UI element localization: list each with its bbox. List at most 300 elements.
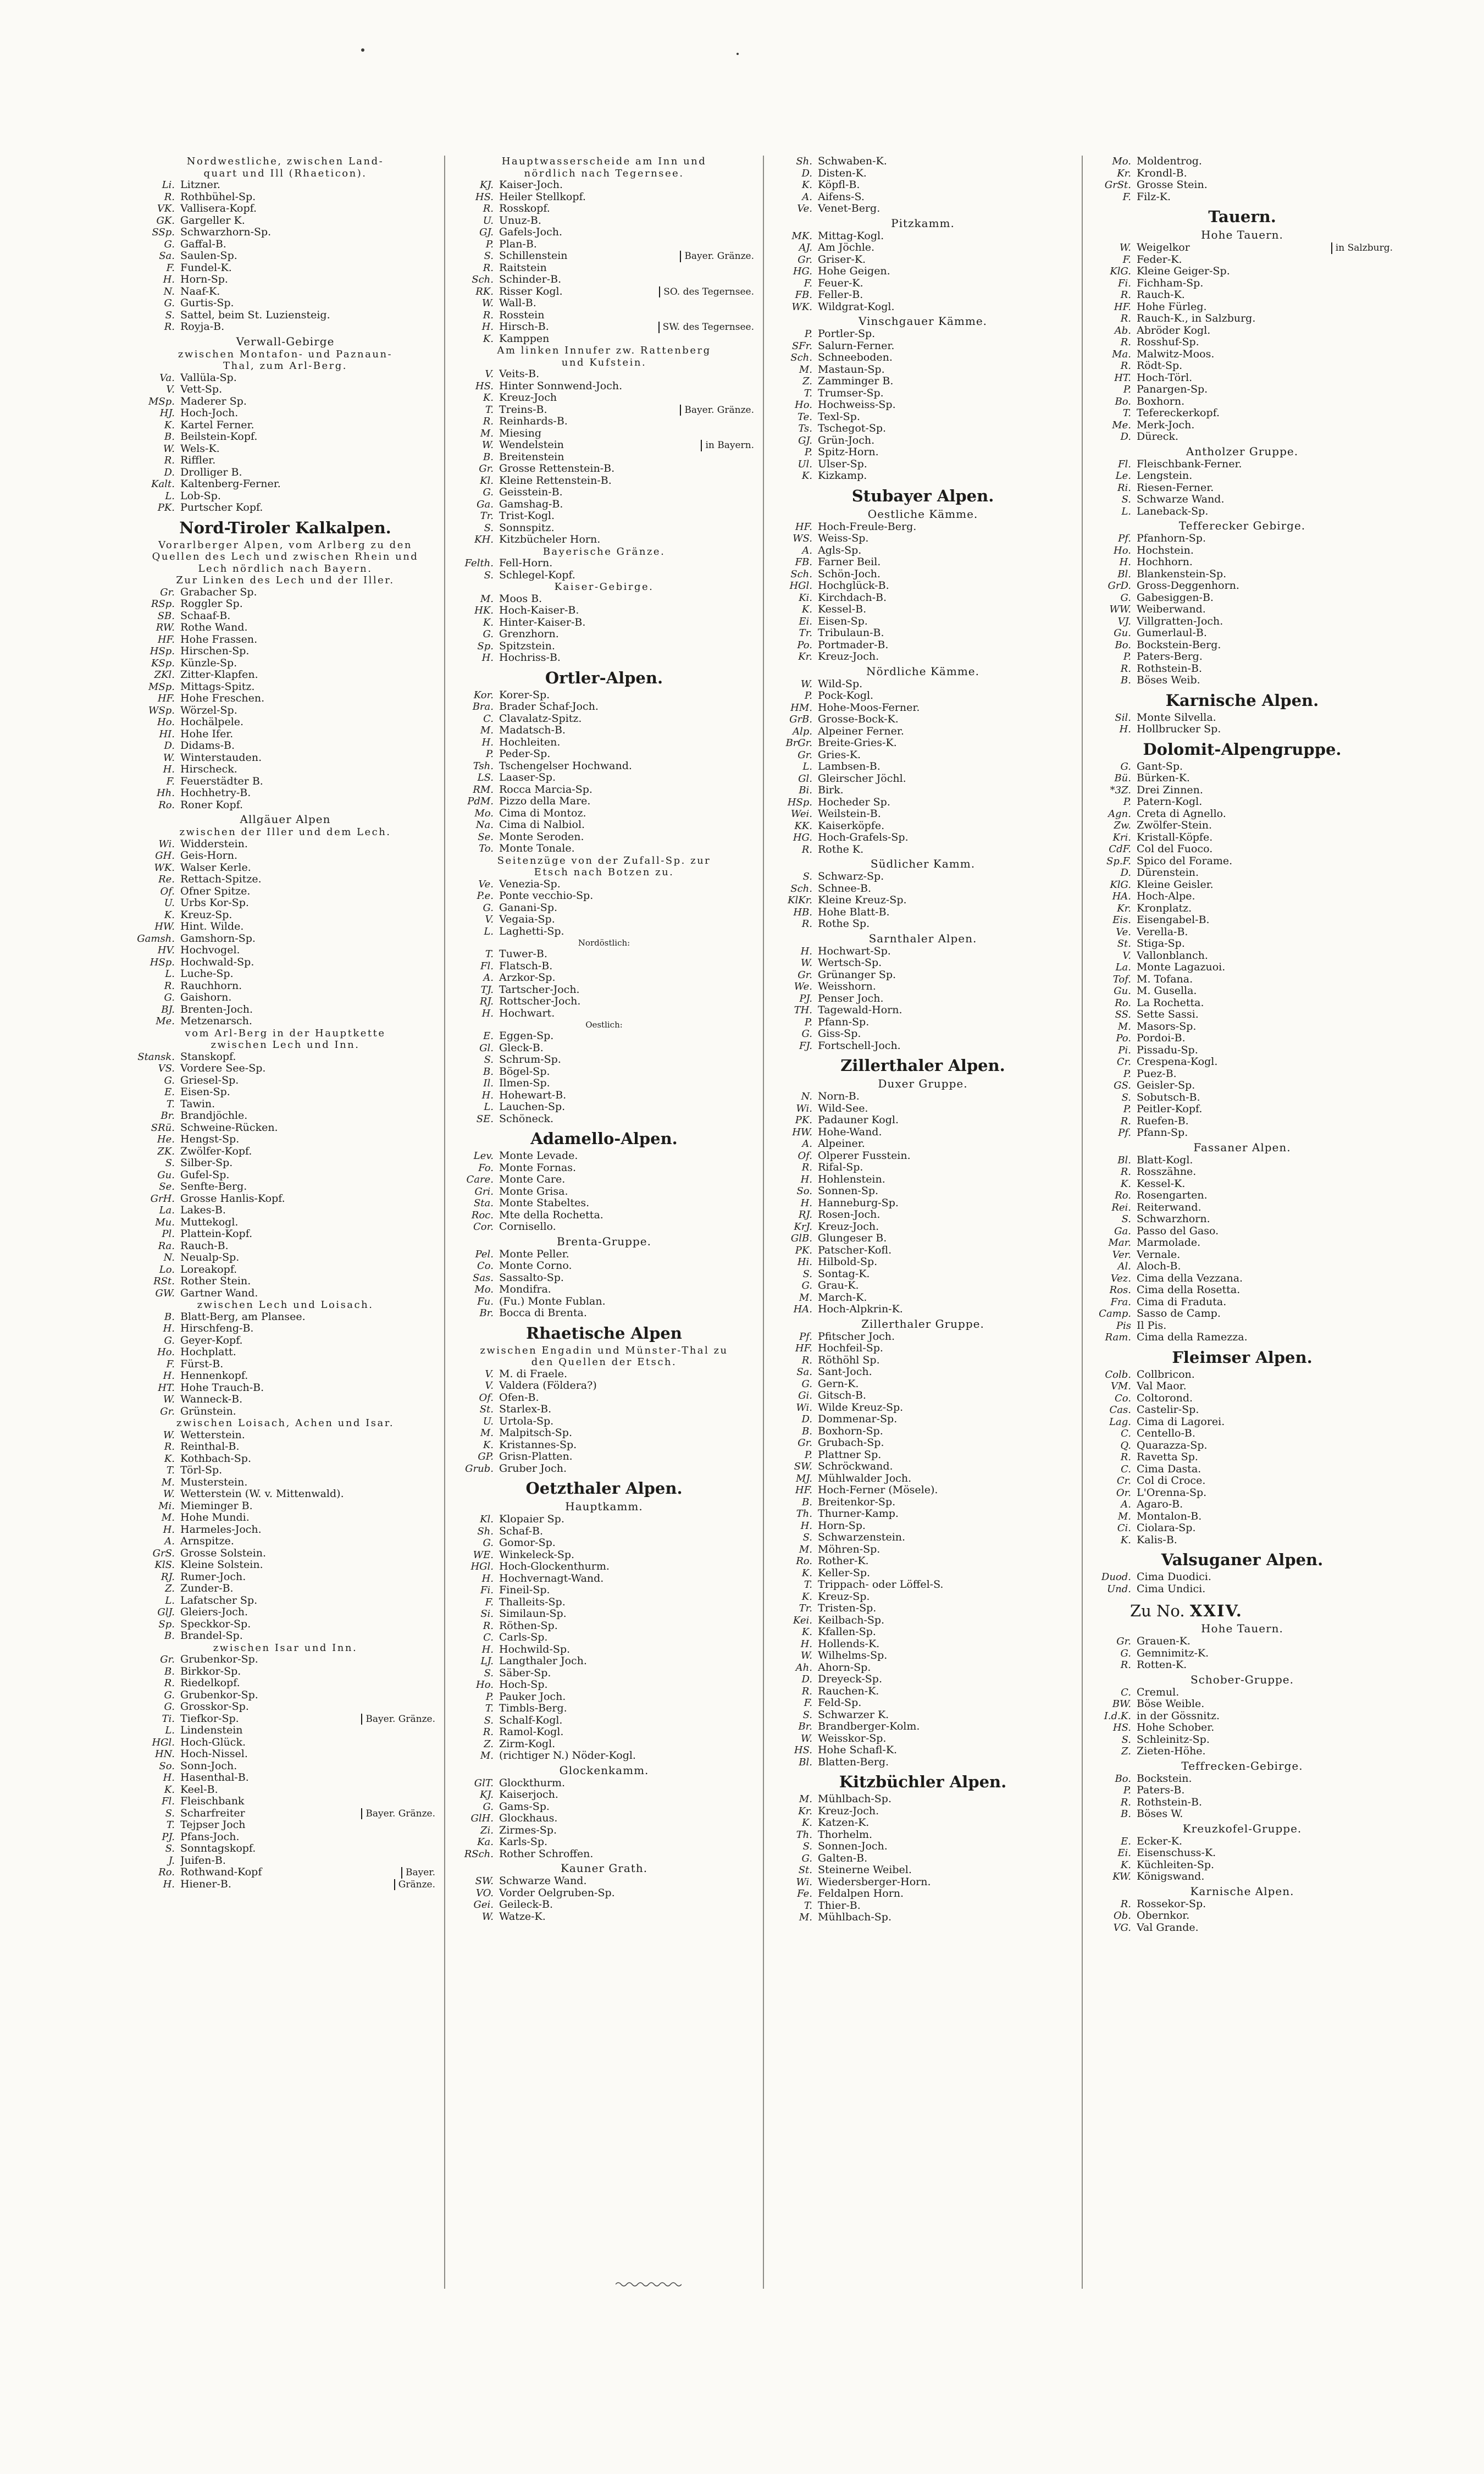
index-entry — [135, 419, 435, 432]
entry-name: Sobutsch-B. — [1137, 1091, 1200, 1103]
entry-name: Thorhelm. — [818, 1829, 873, 1841]
entry-abbreviation: HI. — [159, 728, 175, 740]
entry-name: Agaro-B. — [1137, 1499, 1183, 1510]
entry-abbreviation: Gr. — [798, 1437, 812, 1449]
index-entry — [454, 1463, 754, 1475]
entry-abbreviation: U. — [164, 897, 175, 909]
entry-abbreviation: Pel. — [475, 1248, 494, 1260]
entry-abbreviation: Ro. — [1115, 1190, 1131, 1201]
index-entry — [773, 1520, 1073, 1532]
entry-name: Kleine Rettenstein-B. — [499, 474, 612, 487]
entry-abbreviation: W. — [1119, 242, 1131, 253]
entry-abbreviation: Ho. — [795, 399, 812, 411]
region-heading: zwischen Engadin und Münster-Thal zu — [480, 1344, 728, 1356]
index-entry — [135, 838, 435, 851]
entry-name: Tartscher-Joch. — [499, 984, 580, 996]
entry-name: Roner Kopf. — [180, 799, 243, 811]
entry-abbreviation: G. — [483, 487, 494, 498]
entry-name: Padauner Kogl. — [818, 1114, 899, 1126]
entry-name: Hohe Freschen. — [180, 693, 265, 704]
entry-name: Metzenarsch. — [180, 1015, 252, 1027]
index-entry — [1092, 761, 1393, 773]
column-4 — [1083, 156, 1402, 2289]
index-entry — [135, 1559, 435, 1571]
entry-abbreviation: Fi. — [1118, 277, 1131, 289]
entry-abbreviation: Mo. — [474, 1284, 494, 1295]
entry-abbreviation: RJ. — [160, 1571, 175, 1583]
entry-name: Ruefen-B. — [1137, 1115, 1189, 1127]
index-entry — [773, 946, 1073, 958]
entry-abbreviation: N. — [163, 285, 175, 297]
index-entry — [454, 689, 754, 702]
entry-abbreviation: Fl. — [162, 1796, 175, 1807]
entry-abbreviation: Bü. — [1114, 772, 1131, 784]
index-entry — [773, 714, 1073, 726]
entry-abbreviation: S. — [484, 1714, 494, 1726]
entry-name: Speckkor-Sp. — [180, 1618, 251, 1630]
entry-abbreviation: Z. — [165, 1583, 175, 1594]
index-entry — [454, 1691, 754, 1703]
entry-name: Paters-Berg. — [1137, 651, 1203, 662]
index-entry — [1092, 950, 1393, 962]
index-entry — [773, 230, 1073, 242]
index-entry — [773, 1757, 1073, 1769]
entry-name: Königswand. — [1137, 1871, 1205, 1882]
entry-abbreviation: Kr. — [1117, 167, 1131, 179]
entry-name: Hochplatt. — [180, 1346, 236, 1358]
region-heading: Seitenzüge von der Zufall-Sp. zur — [497, 854, 711, 866]
entry-abbreviation: H. — [800, 1173, 812, 1185]
entry-abbreviation: S. — [484, 250, 494, 262]
entry-abbreviation: Sch. — [790, 352, 812, 363]
entry-name: Luche-Sp. — [180, 968, 234, 980]
entry-abbreviation: B. — [483, 451, 494, 463]
entry-name: Didams-B. — [180, 740, 235, 752]
entry-abbreviation: TH. — [794, 1004, 812, 1016]
entry-name: Fineil-Sp. — [499, 1584, 550, 1596]
entry-name: Sonn-Joch. — [180, 1760, 237, 1772]
entry-name: Brandjöchle. — [180, 1110, 248, 1122]
entry-abbreviation: Hh. — [156, 787, 175, 799]
index-entry — [454, 605, 754, 617]
entry-abbreviation: Ki. — [799, 592, 812, 604]
entry-abbreviation: KlG. — [1110, 266, 1131, 277]
index-entry — [1092, 1583, 1393, 1595]
entry-name: Kartel Ferner. — [180, 419, 254, 431]
index-entry — [135, 799, 435, 811]
index-entry — [454, 843, 754, 855]
entry-name: Ahorn-Sp. — [818, 1661, 871, 1674]
entry-abbreviation: Cas. — [1109, 1404, 1131, 1416]
entry-abbreviation: HA. — [1112, 891, 1131, 902]
index-entry — [454, 972, 754, 984]
index-entry — [773, 678, 1073, 691]
entry-abbreviation: A. — [1121, 1499, 1131, 1510]
entry-abbreviation: HF. — [795, 521, 812, 533]
entry-abbreviation: BW. — [1112, 1698, 1131, 1710]
entry-name: Cima Dasta. — [1137, 1463, 1201, 1475]
index-entry — [773, 459, 1073, 471]
index-entry — [773, 556, 1073, 568]
entry-bracket-note: in Salzburg. — [1331, 242, 1393, 254]
index-entry — [773, 651, 1073, 663]
entry-abbreviation: C. — [483, 713, 494, 725]
entry-name: Stiga-Sp. — [1137, 938, 1185, 949]
entry-abbreviation: Ro. — [1115, 997, 1131, 1009]
index-entry — [454, 522, 754, 534]
index-entry — [454, 1272, 754, 1284]
entry-abbreviation: S. — [165, 1157, 175, 1169]
index-entry — [454, 1392, 754, 1404]
index-entry — [454, 796, 754, 808]
region-heading: Thal, zum Arl-Berg. — [223, 360, 348, 372]
index-entry — [454, 1836, 754, 1848]
index-entry — [454, 1667, 754, 1680]
entry-abbreviation: HGl. — [470, 1561, 494, 1572]
index-entry — [135, 1193, 435, 1205]
entry-abbreviation: G. — [164, 992, 175, 1003]
section-title: Dolomit-Alpengruppe. — [1143, 739, 1342, 759]
entry-abbreviation: Z. — [1121, 1746, 1131, 1757]
entry-name: Feuer-K. — [818, 277, 863, 289]
index-entry — [1092, 1261, 1393, 1273]
index-entry — [135, 455, 435, 467]
index-entry — [135, 1500, 435, 1512]
entry-abbreviation: Ve. — [1116, 926, 1131, 938]
entry-name: Hirsch-B. — [499, 321, 549, 333]
entry-abbreviation: T. — [166, 1465, 175, 1476]
index-entry — [454, 1054, 754, 1066]
entry-abbreviation: Care. — [466, 1174, 494, 1185]
index-entry — [454, 948, 754, 960]
index-entry — [454, 1380, 754, 1392]
index-entry — [773, 156, 1073, 168]
entry-name: Clavalatz-Spitz. — [499, 713, 582, 725]
index-entry — [135, 874, 435, 886]
index-entry — [1092, 407, 1393, 419]
entry-name: Spico del Forame. — [1137, 855, 1233, 867]
entry-name: Rossekor-Sp. — [1137, 1898, 1206, 1910]
entry-abbreviation: P. — [1123, 1068, 1131, 1080]
entry-abbreviation: Rei. — [1111, 1201, 1131, 1213]
entry-abbreviation: GrB. — [789, 714, 812, 725]
entry-name: Grabacher Sp. — [180, 586, 257, 598]
entry-name: Kleine Solstein. — [180, 1559, 263, 1571]
entry-abbreviation: P. — [804, 328, 812, 340]
index-entry — [454, 701, 754, 713]
region-heading: Hauptwasserscheide am Inn und — [501, 156, 707, 167]
entry-name: Grubenkor-Sp. — [180, 1689, 258, 1701]
entry-name: Gleck-B. — [499, 1042, 544, 1054]
entry-name: Kleine Geiger-Sp. — [1137, 266, 1230, 277]
entry-name: Hennenkopf. — [180, 1370, 248, 1382]
index-entry — [1092, 1847, 1393, 1859]
index-entry — [135, 179, 435, 191]
entry-abbreviation: R. — [483, 203, 494, 214]
entry-name: Katzen-K. — [818, 1817, 870, 1829]
index-entry — [454, 1887, 754, 1899]
index-entry — [773, 1292, 1073, 1304]
index-entry — [773, 957, 1073, 969]
entry-abbreviation: Pi. — [1118, 1044, 1131, 1056]
entry-name: Hochälpele. — [180, 716, 244, 728]
entry-name: Val Maor. — [1137, 1380, 1187, 1392]
index-entry — [454, 652, 754, 664]
entry-name: Pissadu-Sp. — [1137, 1044, 1198, 1056]
entry-name: Grenzhorn. — [499, 628, 559, 640]
entry-name: Gams-Sp. — [499, 1801, 550, 1813]
entry-abbreviation: HSp. — [149, 956, 175, 968]
index-entry — [1092, 349, 1393, 361]
entry-abbreviation: S. — [1121, 1213, 1131, 1225]
entry-name: Kronplatz. — [1137, 902, 1192, 914]
entry-name: Hiener-B. — [180, 1878, 231, 1890]
entry-abbreviation: Gu. — [1114, 985, 1131, 997]
index-entry — [773, 1638, 1073, 1650]
entry-name: Cima Duodici. — [1137, 1571, 1211, 1583]
index-entry — [773, 785, 1073, 797]
entry-name: Ravetta Sp. — [1137, 1451, 1198, 1463]
entry-abbreviation: Po. — [797, 639, 812, 651]
index-entry — [1092, 867, 1393, 879]
index-entry — [135, 992, 435, 1004]
index-entry — [135, 1488, 435, 1500]
index-entry — [773, 278, 1073, 290]
section-title: Nord-Tiroler Kalkalpen. — [179, 518, 391, 537]
entry-abbreviation: K. — [483, 333, 494, 345]
entry-abbreviation: Sch. — [790, 882, 812, 894]
index-entry — [135, 1666, 435, 1678]
entry-abbreviation: H. — [800, 1197, 812, 1209]
entry-name: Keel-B. — [180, 1783, 218, 1796]
entry-abbreviation: Ra. — [158, 1240, 175, 1252]
index-entry — [454, 510, 754, 522]
index-entry — [773, 1888, 1073, 1900]
entry-abbreviation: GK. — [156, 214, 175, 227]
entry-name: Peitler-Kopf. — [1137, 1103, 1203, 1115]
entry-name: Trumser-Sp. — [818, 387, 884, 399]
index-entry — [773, 1221, 1073, 1233]
index-entry — [773, 521, 1073, 533]
index-entry — [1092, 843, 1393, 855]
index-entry — [1092, 808, 1393, 820]
index-entry — [1092, 1859, 1393, 1871]
entry-abbreviation: Na. — [475, 819, 494, 831]
ornament-wave — [616, 2280, 682, 2288]
section-title: Tauern. — [1208, 207, 1276, 226]
entry-name: Grubach-Sp. — [818, 1437, 884, 1449]
index-entry — [1092, 724, 1393, 736]
entry-abbreviation: P. — [485, 238, 494, 250]
index-entry — [773, 1331, 1073, 1343]
index-entry — [1092, 938, 1393, 950]
index-entry — [773, 1709, 1073, 1721]
group-title: Hohe Tauern. — [1201, 1622, 1283, 1635]
entry-name: Rifal-Sp. — [818, 1162, 863, 1173]
entry-abbreviation: HF. — [157, 693, 175, 704]
entry-name: Cornisello. — [499, 1221, 556, 1233]
entry-name: Wendelstein — [499, 439, 564, 451]
entry-abbreviation: N. — [801, 1091, 812, 1102]
index-entry — [773, 203, 1073, 215]
entry-abbreviation: P.e. — [477, 890, 494, 902]
entry-name: Roggler Sp. — [180, 598, 243, 610]
index-entry — [454, 297, 754, 310]
index-entry — [454, 451, 754, 463]
entry-abbreviation: R. — [164, 455, 175, 466]
entry-bracket-note: SW. des Tegernsee. — [658, 322, 754, 333]
index-entry — [454, 428, 754, 440]
entry-abbreviation: Felth. — [464, 557, 494, 569]
entry-name: Carls-Sp. — [499, 1632, 548, 1643]
index-entry — [135, 1205, 435, 1217]
region-heading: zwischen Montafon- und Paznaun- — [178, 348, 393, 360]
entry-abbreviation: FB. — [795, 289, 812, 301]
entry-abbreviation: G. — [483, 1537, 494, 1549]
entry-name: Ganani-Sp. — [499, 902, 558, 914]
entry-name: Küchleiten-Sp. — [1137, 1859, 1215, 1871]
entry-abbreviation: RM. — [473, 783, 494, 796]
index-entry — [1092, 785, 1393, 797]
index-entry — [1092, 855, 1393, 868]
entry-abbreviation: Wei. — [790, 808, 812, 820]
index-entry — [1092, 820, 1393, 832]
entry-abbreviation: T. — [485, 1703, 494, 1714]
index-entry — [454, 1789, 754, 1801]
entry-name: Monte Seroden. — [499, 831, 584, 843]
entry-abbreviation: C. — [1121, 1428, 1131, 1439]
index-entry — [773, 328, 1073, 340]
entry-abbreviation: Mu. — [155, 1216, 175, 1228]
entry-abbreviation: Ve. — [797, 203, 812, 214]
entry-name: Arzkor-Sp. — [499, 972, 556, 984]
index-entry — [135, 1264, 435, 1276]
entry-abbreviation: MSp. — [148, 681, 175, 693]
index-entry — [1092, 1202, 1393, 1214]
entry-name: Disten-K. — [818, 167, 867, 179]
index-entry — [454, 1284, 754, 1296]
index-entry — [773, 1912, 1073, 1924]
index-entry — [773, 1280, 1073, 1292]
entry-abbreviation: W. — [481, 297, 494, 309]
entry-abbreviation: B. — [164, 1630, 175, 1642]
entry-abbreviation: Al. — [1117, 1261, 1131, 1272]
entry-name: Sonnen-Joch. — [818, 1841, 888, 1852]
index-entry — [1092, 1021, 1393, 1033]
index-entry — [1092, 179, 1393, 191]
entry-name: Gurtis-Sp. — [180, 297, 234, 309]
entry-name: Mittag-Kogl. — [818, 230, 884, 242]
entry-name: March-K. — [818, 1291, 867, 1304]
index-entry — [454, 1899, 754, 1911]
entry-abbreviation: H. — [481, 736, 494, 748]
entry-abbreviation: Gl. — [479, 1042, 494, 1054]
index-entry — [773, 470, 1073, 482]
index-entry — [135, 1288, 435, 1300]
entry-abbreviation: Gr. — [1116, 1636, 1131, 1647]
entry-name: Hinter Sonnwend-Joch. — [499, 380, 623, 392]
entry-abbreviation: F. — [485, 1596, 494, 1608]
entry-abbreviation: Si. — [480, 1608, 494, 1620]
entry-abbreviation: HG. — [793, 832, 812, 843]
entry-name: Coltorond. — [1137, 1392, 1193, 1404]
entry-abbreviation: Gi. — [798, 1390, 812, 1401]
entry-name: Madatsch-B. — [499, 725, 566, 736]
entry-name: Hoch-Nissel. — [180, 1748, 248, 1760]
index-entry — [454, 628, 754, 640]
entry-name: Rödt-Sp. — [1137, 360, 1183, 372]
entry-name: Wild-See. — [818, 1102, 868, 1114]
entry-abbreviation: Ci. — [1117, 1522, 1131, 1534]
index-entry — [773, 254, 1073, 266]
index-entry — [1092, 1045, 1393, 1057]
entry-name: Hanneburg-Sp. — [818, 1197, 899, 1209]
entry-abbreviation: Br. — [798, 1721, 812, 1732]
index-entry — [773, 1674, 1073, 1686]
index-entry — [1092, 1393, 1393, 1405]
entry-name: Künzle-Sp. — [180, 657, 237, 669]
entry-abbreviation: Alp. — [793, 725, 812, 737]
entry-abbreviation: B. — [164, 431, 175, 443]
entry-name: Starlex-B. — [499, 1404, 552, 1415]
entry-name: Hoch-Kaiser-B. — [499, 605, 579, 616]
entry-abbreviation: U. — [483, 214, 494, 227]
entry-name: Malpitsch-Sp. — [499, 1427, 572, 1439]
index-entry — [773, 446, 1073, 459]
entry-abbreviation: HT. — [158, 1382, 175, 1394]
group-title: Glockenkamm. — [559, 1763, 649, 1777]
entry-abbreviation: P. — [1123, 796, 1131, 808]
group-title: Tefferecker Gebirge. — [1178, 519, 1306, 532]
entry-abbreviation: HS. — [475, 191, 494, 203]
entry-abbreviation: P. — [1123, 384, 1131, 395]
entry-abbreviation: G. — [483, 902, 494, 914]
entry-abbreviation: HF. — [795, 1484, 812, 1496]
entry-name: Monte Lagazuoi. — [1137, 962, 1226, 973]
entry-abbreviation: R. — [1120, 336, 1131, 348]
index-entry — [773, 179, 1073, 191]
index-entry — [773, 289, 1073, 301]
entry-name: Brandberger-Kolm. — [818, 1721, 920, 1732]
index-entry — [135, 384, 435, 396]
index-entry — [135, 396, 435, 408]
region-heading: Zur Linken des Lech und der Iller. — [176, 575, 395, 586]
entry-abbreviation: Me. — [156, 1015, 175, 1027]
index-entry — [135, 502, 435, 514]
index-entry — [773, 1876, 1073, 1888]
entry-name: Eisengabel-B. — [1137, 914, 1210, 926]
entry-name: Schwarzer K. — [818, 1709, 889, 1721]
entry-abbreviation: KH. — [474, 534, 494, 545]
entry-abbreviation: G. — [1120, 760, 1131, 772]
entry-abbreviation: W. — [800, 1650, 812, 1661]
index-entry — [454, 1726, 754, 1738]
entry-name: Reiterwand. — [1137, 1201, 1201, 1213]
entry-abbreviation: P. — [1123, 1103, 1131, 1115]
entry-abbreviation: RJ. — [798, 1209, 812, 1221]
index-entry — [135, 1831, 435, 1843]
entry-abbreviation: GP. — [478, 1451, 494, 1462]
region-heading: Kaiser-Gebirge. — [554, 581, 654, 593]
entry-abbreviation: Sa. — [796, 1366, 812, 1378]
entry-name: Pizzo della Mare. — [499, 796, 591, 807]
entry-abbreviation: Tr. — [480, 510, 494, 522]
entry-name: Monte Silvella. — [1137, 711, 1216, 724]
index-entry — [454, 1703, 754, 1715]
entry-name: Gleirscher Jöchl. — [818, 772, 906, 785]
group-title: Antholzer Gruppe. — [1186, 444, 1299, 458]
group-title: Südlicher Kamm. — [870, 857, 976, 870]
